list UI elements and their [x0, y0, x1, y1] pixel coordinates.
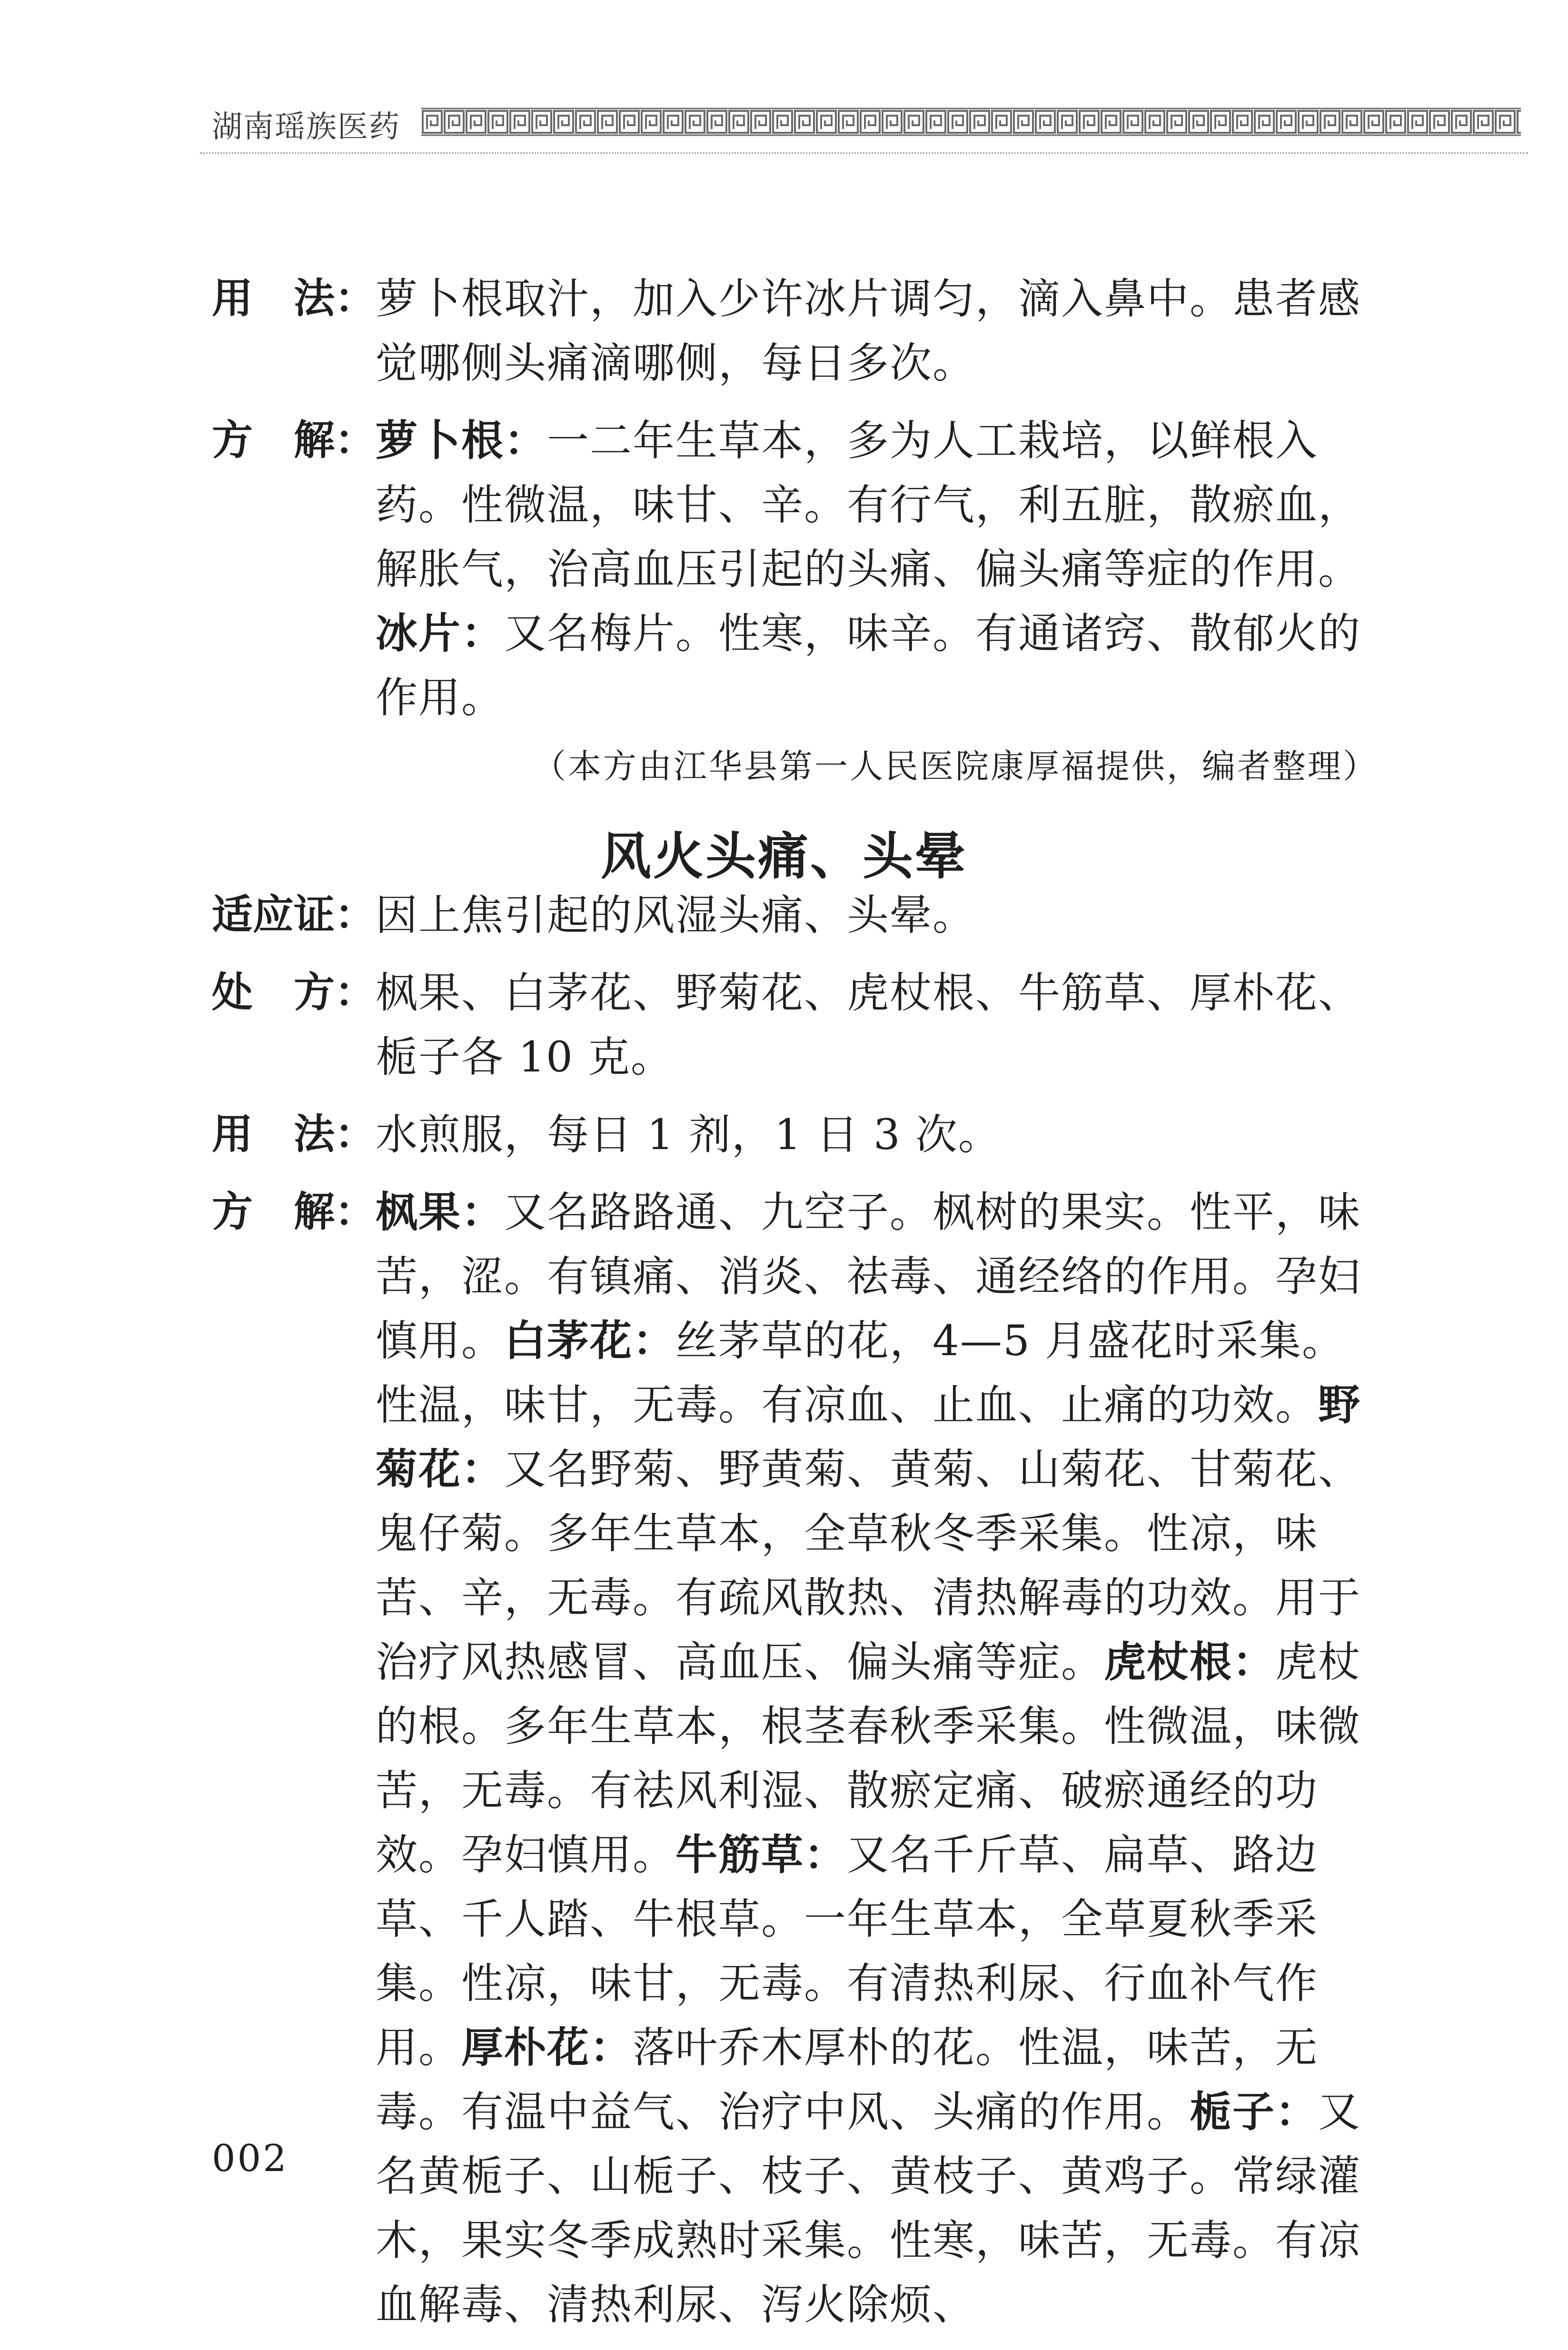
- herb-term: 野菊花：: [376, 1380, 1361, 1494]
- herb-term: 厚朴花：: [461, 2023, 633, 2072]
- usage-text: 萝卜根取汁，加入少许冰片调匀，滴入鼻中。患者感觉哪侧头痛滴哪侧，每日多次。: [376, 274, 1361, 387]
- prescription-entry: [212, 961, 1378, 1089]
- herb-term: 冰片：: [376, 609, 505, 658]
- usage-label: 用 法：: [212, 275, 376, 322]
- indication-entry: [212, 883, 1378, 947]
- herb-description: 又名路路通、九空子。枫树的果实。性平，味苦，涩。有镇痛、消炎、祛毒、通经络的作用。孕妇慎用。: [376, 1188, 1361, 1365]
- explanation-text: [376, 1180, 1378, 2337]
- herb-term: 枫果：: [376, 1188, 505, 1237]
- explanation-label: 方 解：: [212, 416, 376, 464]
- header-rule: [200, 152, 1528, 154]
- herb-term: 栀子：: [1190, 2087, 1319, 2136]
- herb-description: 落叶乔木厚朴的花。性温，味苦，无毒。有温中益气、治疗中风、头痛的作用。: [376, 2023, 1319, 2136]
- source-note: （本方由江华县第一人民医院康厚福提供，编者整理）: [533, 747, 1378, 786]
- indication-text: 因上焦引起的风湿头痛、头晕。: [376, 891, 976, 940]
- herb-term: 虎杖根：: [1104, 1637, 1276, 1686]
- herb-term: 萝卜根：: [376, 416, 547, 465]
- page-number: 002: [212, 2137, 288, 2180]
- recipe-title: 风火头痛、头晕: [601, 826, 967, 886]
- prescription-label: 处 方：: [212, 969, 376, 1016]
- herb-description: 又名黄栀子、山栀子、枝子、黄枝子、黄鸡子。常绿灌木，果实冬季成熟时采集。性寒，味苦，无毒。有凉血解毒、清热利尿、泻火除烦、: [376, 2087, 1361, 2329]
- decorative-border-band: [421, 107, 1521, 137]
- usage-label: 用 法：: [212, 1111, 376, 1158]
- usage-entry: [212, 1102, 1378, 1167]
- prescription-text: 枫果、白茅花、野菊花、虎杖根、牛筋草、厚朴花、栀子各 10 克。: [376, 968, 1361, 1081]
- explanation-text: [376, 408, 1378, 730]
- running-header-title: 湖南瑶族医药: [212, 109, 400, 145]
- explanation-entry: [212, 408, 1378, 730]
- usage-entry: [212, 267, 1378, 395]
- herb-description: 虎杖的根。多年生草本，根茎春秋季采集。性微温，味微苦，无毒。有祛风利湿、散瘀定痛、破瘀通经的功效。孕妇慎用。: [376, 1637, 1361, 1879]
- herb-description: 又名千斤草、扁草、路边草、千人踏、牛根草。一年生草本，全草夏秋季采集。性凉，味甘，无毒。有清热利尿、行血补气作用。: [376, 1830, 1319, 2072]
- explanation-entry: [212, 1180, 1378, 2337]
- explanation-label: 方 解：: [212, 1188, 376, 1236]
- recipe-section: [212, 883, 1378, 2350]
- herb-description: 一二年生草本，多为人工栽培，以鲜根入药。性微温，味甘、辛。有行气，利五脏，散瘀血，解胀气，治高血压引起的头痛、偏头痛等症的作用。: [376, 416, 1361, 594]
- usage-text: 水煎服，每日 1 剂，1 日 3 次。: [376, 1110, 1001, 1159]
- previous-recipe-section: [212, 267, 1378, 793]
- herb-description: 丝茅草的花，4—5 月盛花时采集。性温，味甘，无毒。有凉血、止血、止痛的功效。: [376, 1316, 1345, 1429]
- indication-label: 适应证：: [212, 891, 376, 939]
- herb-description: 又名梅片。性寒，味辛。有通诸窍、散郁火的作用。: [376, 609, 1361, 722]
- herb-description: 又名野菊、野黄菊、黄菊、山菊花、甘菊花、鬼仔菊。多年生草本，全草秋冬季采集。性凉，味苦、辛，无毒。有疏风散热、清热解毒的功效。用于治疗风热感冒、高血压、偏头痛等症。: [376, 1445, 1361, 1686]
- herb-term: 牛筋草：: [675, 1830, 847, 1879]
- herb-term: 白茅花：: [504, 1316, 676, 1365]
